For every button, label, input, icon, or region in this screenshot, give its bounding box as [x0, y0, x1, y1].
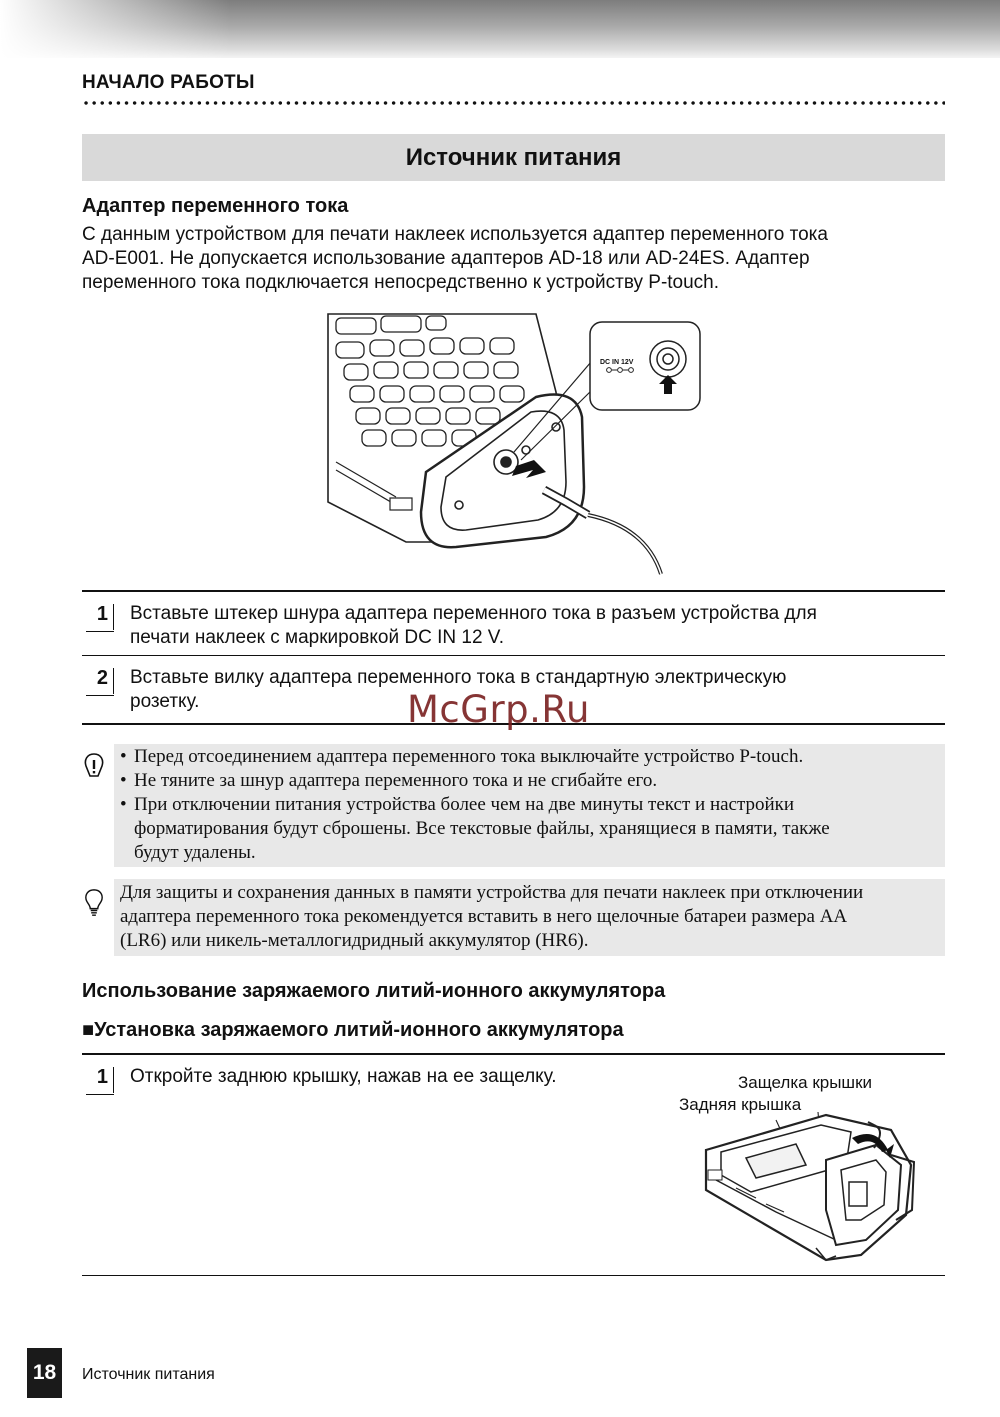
- hint-text: [120, 881, 945, 953]
- hint-line: Для защиты и сохранения данных в памяти устройства для печати наклеек при отключении: [120, 882, 864, 903]
- caution-icon: [82, 752, 106, 782]
- step-number: 1: [82, 1065, 114, 1093]
- step-line: Вставьте штекер шнура адаптера переменного тока в разъем устройства для: [130, 603, 817, 624]
- step-line: розетку.: [130, 691, 200, 712]
- steps-top-rule: [82, 590, 945, 592]
- note-line: Перед отсоединением адаптера переменного тока выключайте устройство P-touch.: [134, 746, 804, 767]
- adapter-line: переменного тока подключается непосредственно к устройству P-touch.: [82, 272, 720, 293]
- page-title: Источник питания: [405, 143, 622, 171]
- step-line: печати наклеек с маркировкой DC IN 12 V.: [130, 627, 504, 648]
- note-list: [120, 745, 950, 865]
- adapter-line: AD-E001. Не допускается использование адаптеров AD-18 или AD-24ES. Адаптер: [82, 248, 810, 269]
- section-header: НАЧАЛО РАБОТЫ: [82, 72, 255, 93]
- top-band: [0, 0, 1000, 58]
- step-text: Откройте заднюю крышку, нажав на ее защелку.: [130, 1066, 557, 1087]
- step-text: [130, 602, 940, 650]
- step-number: 2: [82, 666, 114, 694]
- cover-label: Задняя крышка: [679, 1095, 802, 1114]
- latch-label: Защелка крышки: [738, 1073, 872, 1092]
- adapter-connection-illustration: [326, 312, 706, 582]
- back-cover-illustration: [676, 1070, 926, 1270]
- note-item: • Перед отсоединением адаптера переменного тока выключайте устройство P-touch.: [120, 746, 804, 767]
- hint-line: адаптера переменного тока рекомендуется вставить в него щелочные батареи размера АА: [120, 906, 848, 927]
- note-item: • При отключении питания устройства более чем на две минуты текст и настройки форматирования будут сброшены. Все текстовые файлы, хранящиеся в памяти, также будут удалены.: [120, 794, 830, 863]
- adapter-paragraph: [82, 223, 952, 295]
- page-number: 18: [27, 1348, 62, 1398]
- dc-in-label: DC IN 12V: [600, 359, 634, 366]
- note-line: будут удалены.: [134, 842, 256, 863]
- step-line: Вставьте вилку адаптера переменного тока в стандартную электрическую: [130, 667, 787, 688]
- footer-text: Источник питания: [82, 1366, 215, 1383]
- note-line: форматирования будут сброшены. Все текстовые файлы, хранящиеся в памяти, также: [134, 818, 830, 839]
- hint-line: (LR6) или никель-металлогидридный аккумулятор (HR6).: [120, 930, 589, 951]
- battery-step-rule: [82, 1053, 945, 1055]
- step-divider: [82, 655, 945, 656]
- adapter-line: С данным устройством для печати наклеек используется адаптер переменного тока: [82, 224, 828, 245]
- page-title-box: [82, 134, 945, 181]
- battery-subheading: ■Установка заряжаемого литий-ионного аккумулятора: [82, 1019, 624, 1041]
- battery-heading: Использование заряжаемого литий-ионного аккумулятора: [82, 980, 666, 1002]
- step-number: 1: [82, 602, 114, 630]
- note-line: При отключении питания устройства более чем на две минуты текст и настройки: [134, 794, 795, 815]
- watermark: McGrp.Ru: [407, 688, 590, 731]
- dotted-divider: [82, 100, 945, 106]
- adapter-heading: Адаптер переменного тока: [82, 195, 349, 217]
- lightbulb-icon: [82, 888, 106, 918]
- note-line: Не тяните за шнур адаптера переменного тока и не сгибайте его.: [134, 770, 658, 791]
- note-item: • Не тяните за шнур адаптера переменного тока и не сгибайте его.: [120, 770, 658, 791]
- bottom-rule: [82, 1275, 945, 1276]
